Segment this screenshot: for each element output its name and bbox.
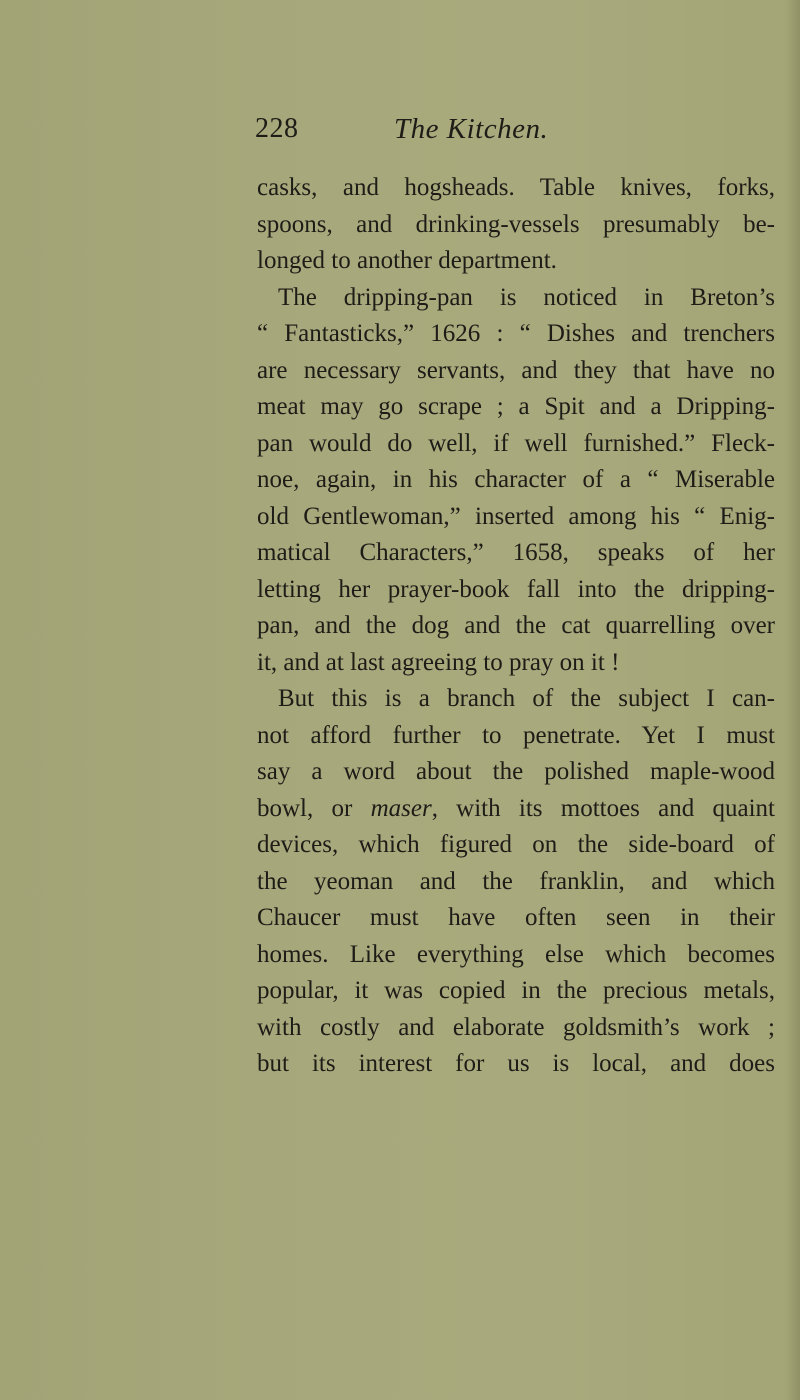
text-line: letting her prayer-book fall into the dripping- <box>257 575 775 603</box>
text-line: old Gentlewoman,” inserted among his “ Enig- <box>257 502 775 530</box>
text-line: it, and at last agreeing to pray on it ! <box>257 648 620 676</box>
text-line: popular, it was copied in the precious metals, <box>257 977 775 1004</box>
text-line: casks, and hogsheads. Table knives, forks, <box>257 174 775 201</box>
text-line: meat may go scrape ; a Spit and a Dripping- <box>257 393 775 420</box>
page-header <box>0 113 800 153</box>
text-line: longed to another department. <box>257 247 557 274</box>
text-line: pan, and the dog and the cat quarrelling over <box>257 612 775 639</box>
text-line: But this is a branch of the subject I can- <box>278 685 775 712</box>
text-line: not afford further to penetrate. Yet I must <box>257 721 775 749</box>
running-title: The Kitchen. <box>394 113 549 145</box>
text-line: Chaucer must have often seen in their <box>257 904 775 931</box>
text-line: spoons, and drinking-vessels presumably be- <box>257 210 775 238</box>
body-text <box>257 170 775 1083</box>
text-line: “ Fantasticks,” 1626 : “ Dishes and trenchers <box>257 320 775 347</box>
text-line: The dripping-pan is noticed in Breton’s <box>278 283 775 311</box>
text-line: matical Characters,” 1658, speaks of her <box>257 539 775 566</box>
text-line-maser <box>257 791 775 828</box>
text-line: are necessary servants, and they that have no <box>257 356 775 384</box>
text-line: but its interest for us is local, and does <box>257 1050 775 1077</box>
text-line: the yeoman and the franklin, and which <box>257 867 775 895</box>
text-line: devices, which figured on the side-board of <box>257 831 775 858</box>
text-segment: , with its mottoes and quaint <box>431 794 775 822</box>
page-edge-shadow <box>786 0 800 1400</box>
text-line: with costly and elaborate goldsmith’s work ; <box>257 1013 775 1041</box>
text-line: homes. Like everything else which becomes <box>257 940 775 968</box>
text-line: noe, again, in his character of a “ Miserable <box>257 466 775 493</box>
text-line: pan would do well, if well furnished.” Fleck- <box>257 429 775 457</box>
page-number: 228 <box>255 113 299 144</box>
text-line: say a word about the polished maple-wood <box>257 758 775 785</box>
italic-word-maser: maser <box>370 794 432 822</box>
text-segment: bowl, or <box>257 794 371 822</box>
